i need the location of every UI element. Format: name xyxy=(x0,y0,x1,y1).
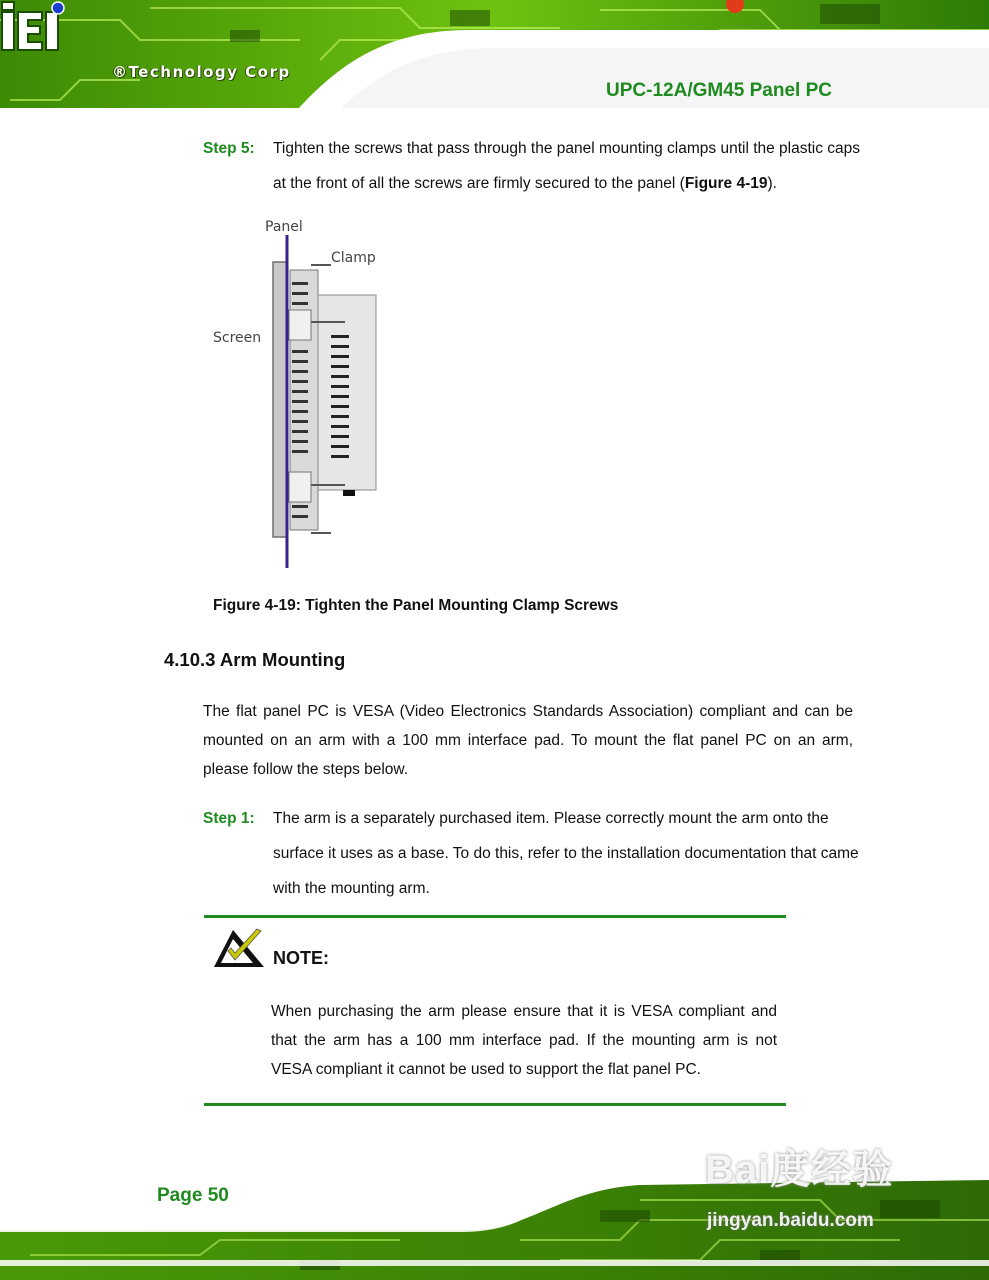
document-title: UPC-12A/GM45 Panel PC xyxy=(606,80,832,101)
step-5-label: Step 5: xyxy=(203,140,255,157)
label-panel: Panel xyxy=(265,219,303,235)
page-header xyxy=(0,0,989,118)
step-1-text: The arm is a separately purchased item. Please correctly mount the arm onto the surface it uses as a base. To do this, refer to the installation documentation that came with the mounting arm. xyxy=(273,810,859,897)
step-5-text xyxy=(273,131,863,201)
label-clamp: Clamp xyxy=(331,250,376,266)
label-screen: Screen xyxy=(213,330,262,346)
note-top-rule xyxy=(204,915,786,918)
page-number: Page 50 xyxy=(157,1185,229,1206)
note-bottom-rule xyxy=(204,1103,786,1106)
chassis-rear xyxy=(318,295,376,490)
section-paragraph: The flat panel PC is VESA (Video Electronics Standards Association) compliant and can be mounted on an arm with a 100 mm interface pad. To mount the flat panel PC on an arm, please follow the steps below. xyxy=(203,703,853,778)
note-check-icon xyxy=(213,927,265,969)
figure-caption: Figure 4-19: Tighten the Panel Mounting Clamp Screws xyxy=(213,597,619,614)
step-5 xyxy=(203,131,863,201)
figure-reference[interactable]: Figure 4-19 xyxy=(684,175,768,192)
step-5-text-main: Tighten the screws that pass through the panel mounting clamps until the plastic caps at the front of all the screws are firmly secured to the panel ( xyxy=(273,140,861,192)
step-5-text-end: ). xyxy=(767,175,777,192)
clamp-bottom xyxy=(289,472,311,502)
watermark-brand: Bai度经验 xyxy=(705,1148,894,1192)
screen-bezel xyxy=(273,262,287,537)
step-1 xyxy=(203,801,863,906)
iei-logo-icon xyxy=(0,0,70,52)
clamp-diagram xyxy=(205,210,405,575)
section-heading: 4.10.3 Arm Mounting xyxy=(164,649,346,670)
header-circuit-banner xyxy=(0,0,989,118)
company-name: ®Technology Corp xyxy=(112,63,291,81)
note-title: NOTE: xyxy=(273,948,329,968)
connector xyxy=(343,490,355,496)
step-1-label: Step 1: xyxy=(203,810,255,827)
watermark-url: jingyan.baidu.com xyxy=(707,1210,874,1231)
baidu-watermark xyxy=(705,1138,894,1231)
clamp-top xyxy=(289,310,311,340)
figure-4-19 xyxy=(205,210,405,575)
note-body: When purchasing the arm please ensure that it is VESA compliant and that the arm has a 100 mm interface pad. If the mounting arm is not VESA compliant it cannot be used to support the flat panel PC. xyxy=(271,1003,777,1078)
